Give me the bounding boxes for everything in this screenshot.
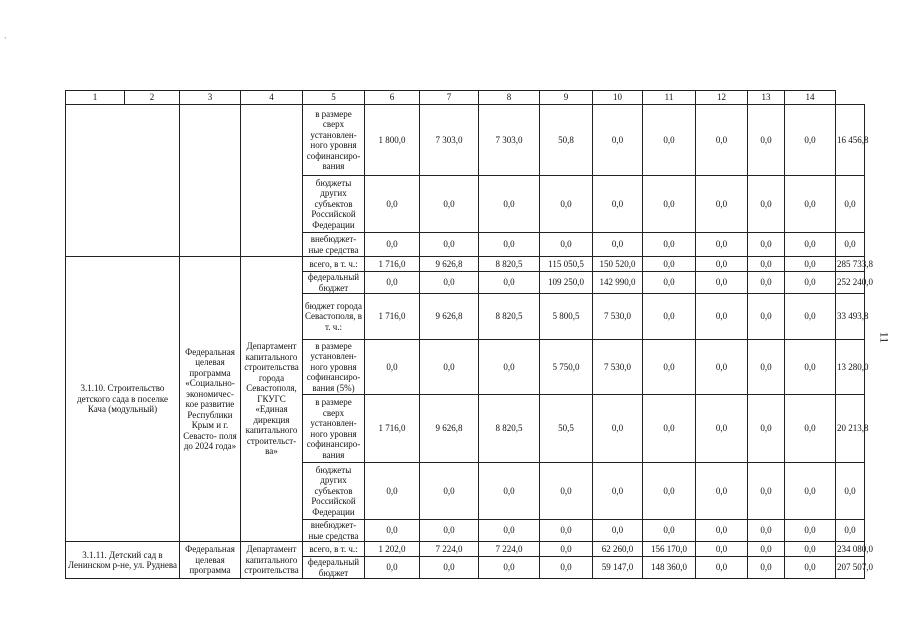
value-cell: 0,0 — [479, 233, 540, 257]
value-cell: 0,0 — [540, 176, 593, 233]
table-row — [66, 105, 865, 176]
funding-source-cell: федеральный бюджет — [303, 557, 365, 579]
budget-table — [65, 90, 873, 579]
funding-source-cell: бюджеты других субъектов Российской Федерации — [303, 176, 365, 233]
value-cell: 0,0 — [785, 105, 836, 176]
value-cell: 9 626,8 — [420, 294, 479, 340]
value-cell: 0,0 — [420, 176, 479, 233]
value-cell: 0,0 — [696, 257, 748, 272]
value-cell: 20 213,8 — [836, 395, 865, 463]
header-cell: 7 — [420, 91, 479, 105]
margin-mark: ` — [4, 36, 7, 45]
value-cell: 0,0 — [365, 463, 420, 520]
value-cell: 0,0 — [365, 176, 420, 233]
value-cell: 5 800,5 — [540, 294, 593, 340]
value-cell: 0,0 — [696, 395, 748, 463]
value-cell: 0,0 — [696, 340, 748, 395]
value-cell: 0,0 — [365, 557, 420, 579]
value-cell: 0,0 — [785, 395, 836, 463]
value-cell: 0,0 — [593, 233, 643, 257]
value-cell: 0,0 — [748, 557, 785, 579]
value-cell: 0,0 — [836, 176, 865, 233]
program-cell: Федеральная целевая программа «Социально- экономичес- кое развитие Республики Крым и г. Севасто- поля до 2024 года» — [180, 257, 241, 542]
value-cell: 0,0 — [785, 294, 836, 340]
funding-source-cell: в размере сверх установлен- ного уровня софинансиро- вания — [303, 395, 365, 463]
value-cell: 0,0 — [785, 233, 836, 257]
value-cell: 0,0 — [643, 395, 696, 463]
value-cell: 0,0 — [420, 272, 479, 294]
value-cell: 0,0 — [748, 294, 785, 340]
object-name-cell: 3.1.11. Детский сад в Ленинском р-не, ул. Руднева — [66, 542, 180, 579]
value-cell: 7 303,0 — [420, 105, 479, 176]
table-row — [66, 542, 865, 557]
value-cell: 0,0 — [540, 520, 593, 542]
value-cell: 0,0 — [748, 395, 785, 463]
value-cell: 0,0 — [696, 272, 748, 294]
funding-source-cell: всего, в т. ч.: — [303, 257, 365, 272]
value-cell: 0,0 — [643, 463, 696, 520]
value-cell: 0,0 — [785, 257, 836, 272]
value-cell: 0,0 — [785, 557, 836, 579]
customer-cell: Департамент капитального строительства — [241, 542, 303, 579]
value-cell: 0,0 — [785, 176, 836, 233]
value-cell: 0,0 — [748, 233, 785, 257]
funding-source-cell: в размере установлен- ного уровня софинансиро- вания (5%) — [303, 340, 365, 395]
value-cell: 0,0 — [479, 340, 540, 395]
header-cell: 9 — [540, 91, 593, 105]
header-cell: 2 — [125, 91, 180, 105]
value-cell: 0,0 — [643, 520, 696, 542]
value-cell: 0,0 — [420, 463, 479, 520]
page-number: 11 — [877, 331, 892, 344]
value-cell: 0,0 — [836, 233, 865, 257]
value-cell: 13 280,0 — [836, 340, 865, 395]
value-cell: 0,0 — [420, 557, 479, 579]
value-cell: 252 240,0 — [836, 272, 865, 294]
header-cell: 4 — [241, 91, 303, 105]
value-cell: 5 750,0 — [540, 340, 593, 395]
value-cell: 0,0 — [365, 520, 420, 542]
value-cell: 0,0 — [696, 105, 748, 176]
header-row — [66, 91, 865, 105]
customer-cell: Департамент капитального строительства города Севастополя, ГКУГС «Единая дирекция капитального строительст- ва» — [241, 257, 303, 542]
program-cell: Федеральная целевая программа — [180, 542, 241, 579]
header-cell: 13 — [748, 91, 785, 105]
value-cell: 7 224,0 — [479, 542, 540, 557]
value-cell: 0,0 — [593, 105, 643, 176]
value-cell: 0,0 — [748, 520, 785, 542]
value-cell: 0,0 — [365, 340, 420, 395]
value-cell: 285 733,8 — [836, 257, 865, 272]
value-cell: 0,0 — [748, 463, 785, 520]
funding-source-cell: в размере сверх установлен- ного уровня софинансиро- вания — [303, 105, 365, 176]
value-cell: 0,0 — [748, 340, 785, 395]
program-cell — [180, 105, 241, 257]
funding-source-cell: бюджеты других субъектов Российской Федерации — [303, 463, 365, 520]
value-cell: 0,0 — [643, 294, 696, 340]
value-cell: 0,0 — [479, 520, 540, 542]
value-cell: 7 303,0 — [479, 105, 540, 176]
value-cell: 0,0 — [420, 233, 479, 257]
value-cell: 8 820,5 — [479, 294, 540, 340]
funding-source-cell: внебюджет- ные средства — [303, 520, 365, 542]
value-cell: 0,0 — [785, 463, 836, 520]
value-cell: 0,0 — [696, 463, 748, 520]
funding-source-cell: бюджет города Севастополя, в т. ч.: — [303, 294, 365, 340]
value-cell: 0,0 — [365, 233, 420, 257]
value-cell: 207 507,0 — [836, 557, 865, 579]
value-cell: 7 530,0 — [593, 340, 643, 395]
value-cell: 0,0 — [785, 340, 836, 395]
value-cell: 1 800,0 — [365, 105, 420, 176]
header-cell: 6 — [365, 91, 420, 105]
value-cell: 0,0 — [785, 272, 836, 294]
header-cell: 1 — [66, 91, 125, 105]
value-cell: 0,0 — [748, 257, 785, 272]
value-cell: 150 520,0 — [593, 257, 643, 272]
customer-cell — [241, 105, 303, 257]
value-cell: 1 716,0 — [365, 395, 420, 463]
value-cell: 7 530,0 — [593, 294, 643, 340]
value-cell: 0,0 — [643, 233, 696, 257]
value-cell: 0,0 — [785, 542, 836, 557]
value-cell: 16 456,8 — [836, 105, 865, 176]
object-name-cell: 3.1.10. Строительство детского сада в поселке Кача (модульный) — [66, 257, 180, 542]
value-cell: 0,0 — [748, 542, 785, 557]
value-cell: 0,0 — [479, 463, 540, 520]
table-row — [66, 257, 865, 272]
header-cell: 8 — [479, 91, 540, 105]
value-cell: 0,0 — [785, 520, 836, 542]
value-cell: 0,0 — [593, 463, 643, 520]
value-cell: 0,0 — [748, 272, 785, 294]
funding-source-cell: внебюджет- ные средства — [303, 233, 365, 257]
header-cell: 12 — [696, 91, 748, 105]
value-cell: 0,0 — [696, 520, 748, 542]
value-cell: 0,0 — [696, 233, 748, 257]
value-cell: 0,0 — [696, 294, 748, 340]
value-cell: 0,0 — [479, 176, 540, 233]
value-cell: 0,0 — [748, 105, 785, 176]
value-cell: 50,5 — [540, 395, 593, 463]
value-cell: 59 147,0 — [593, 557, 643, 579]
value-cell: 0,0 — [643, 340, 696, 395]
value-cell: 0,0 — [479, 272, 540, 294]
header-cell: 5 — [303, 91, 365, 105]
value-cell: 0,0 — [540, 542, 593, 557]
funding-source-cell: всего, в т. ч.: — [303, 542, 365, 557]
value-cell: 0,0 — [365, 272, 420, 294]
value-cell: 1 716,0 — [365, 257, 420, 272]
value-cell: 9 626,8 — [420, 395, 479, 463]
value-cell: 8 820,5 — [479, 257, 540, 272]
value-cell: 0,0 — [696, 542, 748, 557]
value-cell: 50,8 — [540, 105, 593, 176]
value-cell: 8 820,5 — [479, 395, 540, 463]
value-cell: 0,0 — [540, 233, 593, 257]
value-cell: 62 260,0 — [593, 542, 643, 557]
value-cell: 0,0 — [643, 257, 696, 272]
funding-source-cell: федеральный бюджет — [303, 272, 365, 294]
value-cell: 0,0 — [479, 557, 540, 579]
value-cell: 0,0 — [643, 176, 696, 233]
value-cell: 0,0 — [593, 520, 643, 542]
value-cell: 33 493,8 — [836, 294, 865, 340]
header-cell: 11 — [643, 91, 696, 105]
header-cell: 10 — [593, 91, 643, 105]
value-cell: 0,0 — [540, 557, 593, 579]
value-cell: 234 080,0 — [836, 542, 865, 557]
value-cell: 0,0 — [643, 105, 696, 176]
value-cell: 0,0 — [836, 463, 865, 520]
value-cell: 1 716,0 — [365, 294, 420, 340]
value-cell: 9 626,8 — [420, 257, 479, 272]
value-cell: 0,0 — [836, 520, 865, 542]
header-cell: 14 — [785, 91, 836, 105]
value-cell: 148 360,0 — [643, 557, 696, 579]
value-cell: 0,0 — [540, 463, 593, 520]
header-cell: 3 — [180, 91, 241, 105]
value-cell: 0,0 — [420, 340, 479, 395]
value-cell: 115 050,5 — [540, 257, 593, 272]
value-cell: 1 202,0 — [365, 542, 420, 557]
value-cell: 0,0 — [593, 176, 643, 233]
value-cell: 156 170,0 — [643, 542, 696, 557]
value-cell: 109 250,0 — [540, 272, 593, 294]
value-cell: 0,0 — [593, 395, 643, 463]
value-cell: 7 224,0 — [420, 542, 479, 557]
value-cell: 0,0 — [696, 176, 748, 233]
value-cell: 0,0 — [748, 176, 785, 233]
value-cell: 0,0 — [420, 520, 479, 542]
value-cell: 142 990,0 — [593, 272, 643, 294]
value-cell: 0,0 — [643, 272, 696, 294]
value-cell: 0,0 — [696, 557, 748, 579]
object-name-cell — [66, 105, 180, 257]
